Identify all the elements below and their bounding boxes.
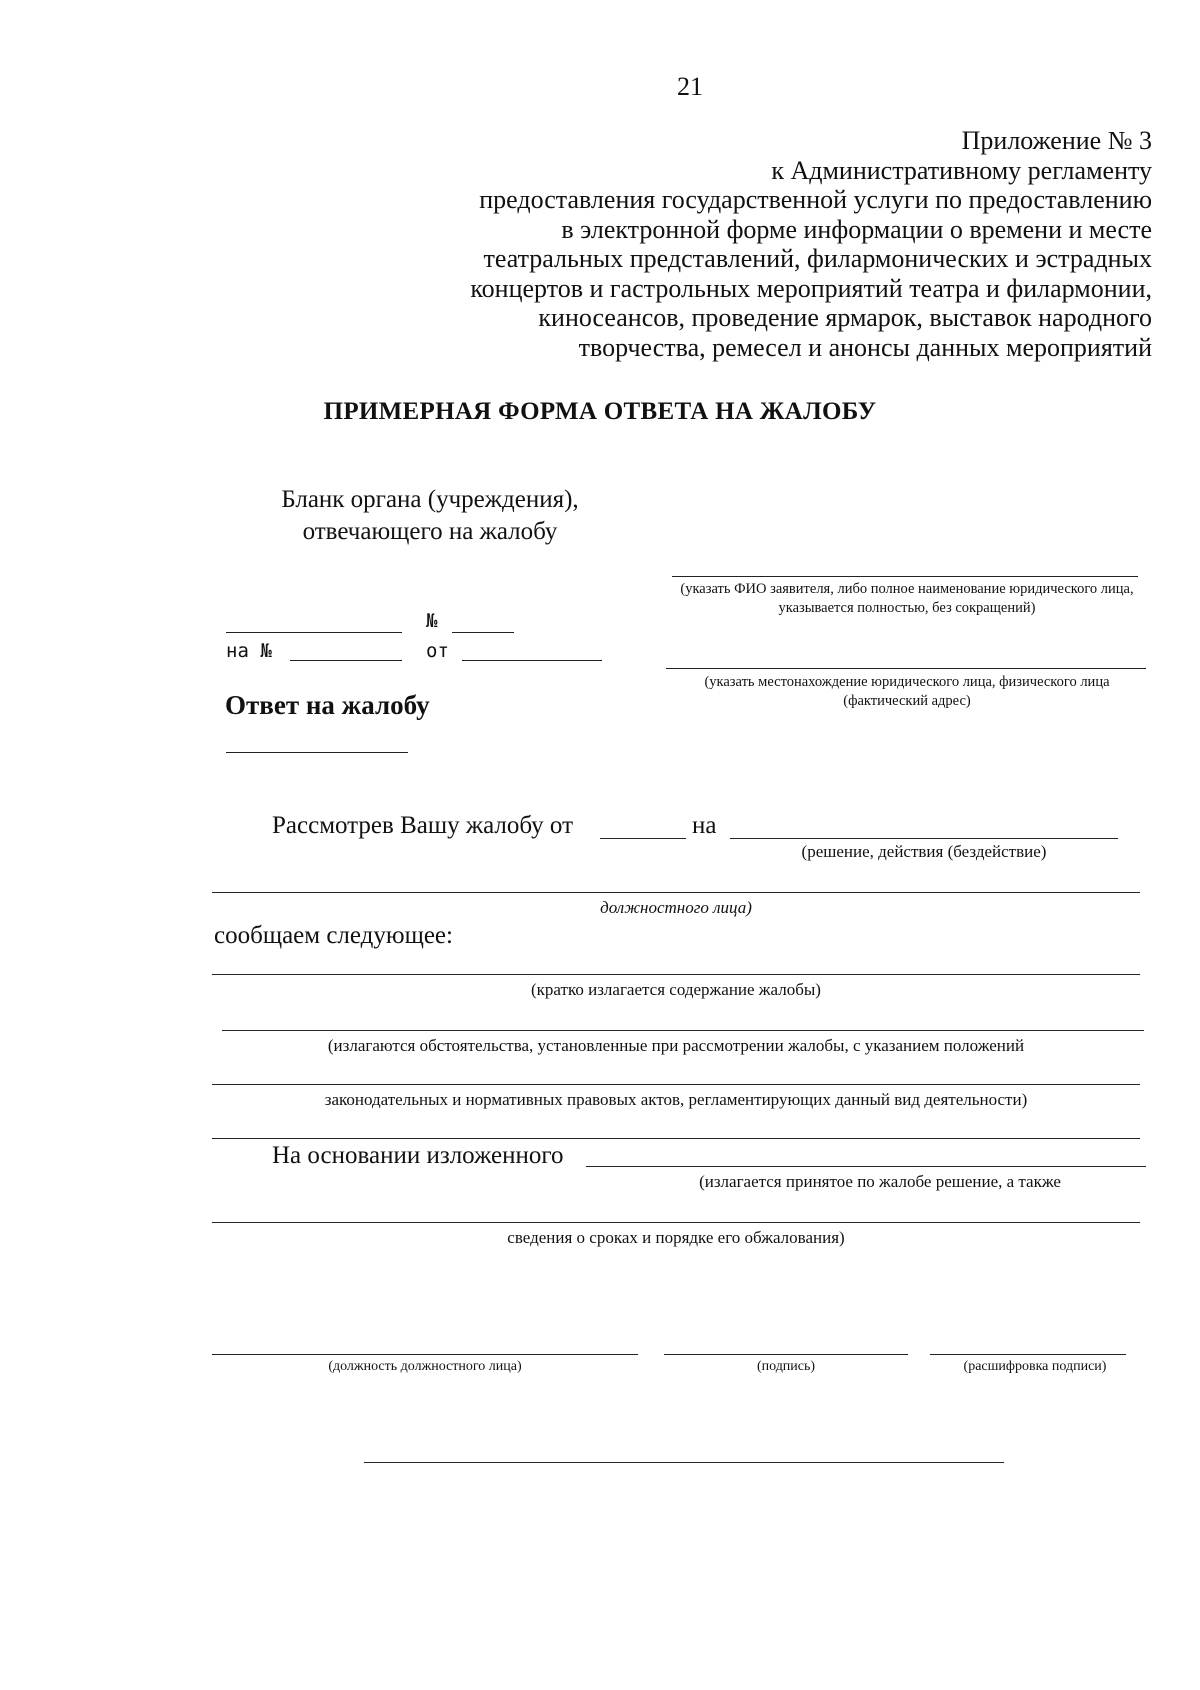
address-hint: (указать местонахождение юридического лица, физического лица (фактический адрес) bbox=[704, 674, 1110, 709]
na-number-label: на № bbox=[226, 640, 272, 662]
page-number: 21 bbox=[677, 72, 703, 101]
acts-hint: законодательных и нормативных правовых актов, регламентирующих данный вид деятельности) bbox=[324, 1090, 1028, 1109]
signature-line[interactable] bbox=[664, 1354, 908, 1355]
decision-taken-hint: (излагается принятое по жалобе решение, а также bbox=[699, 1172, 1061, 1191]
address-line[interactable] bbox=[666, 668, 1146, 669]
annex-header bbox=[470, 126, 1152, 362]
ot-label: от bbox=[426, 640, 449, 662]
based-on-text: На основании изложенного bbox=[272, 1142, 564, 1169]
decision-line[interactable] bbox=[730, 838, 1118, 839]
annex-line: творчества, ремесел и анонсы данных мероприятий bbox=[578, 332, 1152, 362]
na-text: на bbox=[692, 812, 717, 839]
incoming-date-line[interactable] bbox=[462, 660, 602, 661]
decoding-hint: (расшифровка подписи) bbox=[963, 1359, 1107, 1374]
summary-line[interactable] bbox=[212, 974, 1140, 975]
applicant-name-line[interactable] bbox=[672, 576, 1138, 577]
decision-taken-line[interactable] bbox=[586, 1166, 1146, 1167]
annex-line: к Административному регламенту bbox=[771, 155, 1152, 185]
annex-line: Приложение № 3 bbox=[961, 126, 1152, 155]
official-line[interactable] bbox=[212, 892, 1140, 893]
separator-line[interactable] bbox=[212, 1138, 1140, 1139]
official-hint: должностного лица) bbox=[600, 898, 752, 917]
annex-line: в электронной форме информации о времени и месте bbox=[561, 214, 1152, 244]
circumstances-line[interactable] bbox=[222, 1030, 1144, 1031]
signature-hint: (подпись) bbox=[756, 1359, 816, 1374]
answer-heading: Ответ на жалобу bbox=[225, 690, 430, 720]
we-inform-text: сообщаем следующее: bbox=[214, 922, 453, 949]
summary-hint: (кратко излагается содержание жалобы) bbox=[531, 980, 821, 999]
incoming-number-line[interactable] bbox=[290, 660, 402, 661]
annex-line: предоставления государственной услуги по предоставлению bbox=[479, 185, 1152, 214]
position-hint: (должность должностного лица) bbox=[328, 1359, 522, 1374]
applicant-name-hint: (указать ФИО заявителя, либо полное наименование юридического лица, указывается полностью, без сокращений) bbox=[680, 581, 1134, 616]
blank-org-label: Бланк органа (учреждения), отвечающего на жалобу bbox=[281, 486, 579, 545]
answer-heading-underline bbox=[226, 752, 408, 753]
acts-line[interactable] bbox=[212, 1084, 1140, 1085]
annex-line: киносеансов, проведение ярмарок, выставок народного bbox=[538, 303, 1152, 332]
considering-text: Рассмотрев Вашу жалобу от bbox=[272, 812, 574, 839]
outgoing-number-line[interactable] bbox=[452, 632, 514, 633]
annex-line: концертов и гастрольных мероприятий театра и филармонии, bbox=[470, 273, 1152, 303]
annex-line: театральных представлений, филармонических и эстрадных bbox=[483, 244, 1152, 273]
decision-hint: (решение, действия (бездействие) bbox=[801, 842, 1047, 861]
circumstances-hint: (излагаются обстоятельства, установленные при рассмотрении жалобы, с указанием положений bbox=[327, 1036, 1025, 1055]
decoding-line[interactable] bbox=[930, 1354, 1126, 1355]
outgoing-date-line[interactable] bbox=[226, 632, 402, 633]
document-title: ПРИМЕРНАЯ ФОРМА ОТВЕТА НА ЖАЛОБУ bbox=[323, 398, 877, 425]
number-mark: № bbox=[426, 610, 438, 632]
appeal-line[interactable] bbox=[212, 1222, 1140, 1223]
appeal-hint: сведения о сроках и порядке его обжалования) bbox=[507, 1228, 845, 1247]
complaint-date-line[interactable] bbox=[600, 838, 686, 839]
bottom-rule bbox=[364, 1462, 1004, 1463]
position-line[interactable] bbox=[212, 1354, 638, 1355]
